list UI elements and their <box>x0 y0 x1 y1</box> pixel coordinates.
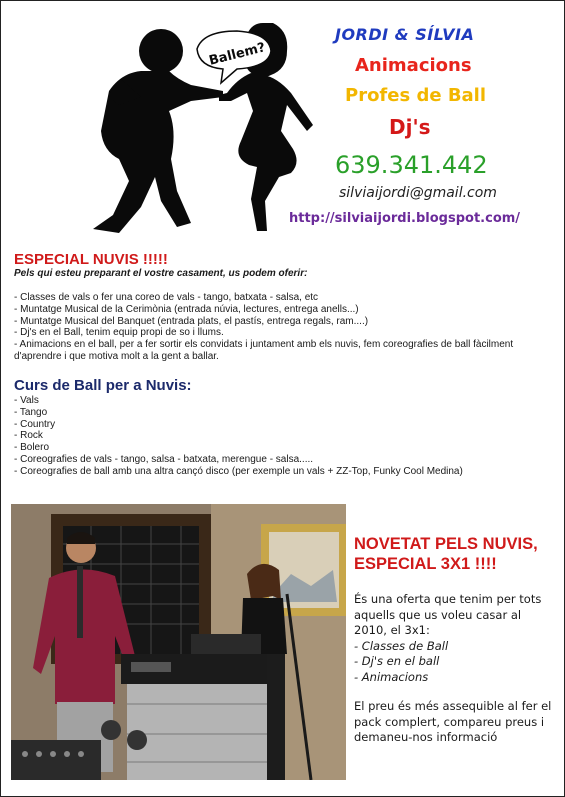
especial-nuvis-section <box>14 251 554 363</box>
promo-section <box>354 534 554 746</box>
list-item: - Muntatge Musical del Banquet (entrada plats, el pastís, entrega regals, ram....) <box>14 315 369 327</box>
promo-list <box>354 639 554 686</box>
list-item: - Animacions en el ball, per a fer sortir els convidats i juntament amb els nuvis, fem coreografies de ball fàcilment d'aprendre i que motiva molt a la gent a ballar. <box>14 339 514 362</box>
curs-list <box>14 395 554 478</box>
list-item: - Country <box>14 418 56 430</box>
brand-names: JORDI & SÍLVIA <box>335 25 475 44</box>
brand-profes: Profes de Ball <box>345 85 487 106</box>
list-item: - Bolero <box>14 442 50 454</box>
especial-list <box>14 292 554 363</box>
promo-title-line2: ESPECIAL 3X1 !!!! <box>354 555 497 573</box>
dancing-couple-silhouette <box>1 1 331 241</box>
curs-title: Curs de Ball per a Nuvis: <box>14 377 192 394</box>
brand-animacions: Animacions <box>355 55 472 76</box>
promo-title <box>354 534 554 574</box>
especial-title: ESPECIAL NUVIS !!!!! <box>14 251 168 268</box>
list-item: - Animacions <box>354 669 429 684</box>
especial-subtitle: Pels qui esteu preparant el vostre casament, us podem oferir: <box>14 268 308 279</box>
phone-number: 639.341.442 <box>335 151 488 179</box>
djs-photo <box>11 504 346 780</box>
list-item: - Dj's en el ball <box>354 654 440 668</box>
list-item: - Vals <box>14 395 39 406</box>
list-item: - Rock <box>14 430 43 442</box>
list-item: - Coreografies de ball amb una altra cançó disco (per exemple un vals + ZZ-Top, Funky Cool Medina) <box>14 465 463 477</box>
list-item: - Classes de vals o fer una coreo de vals - tango, batxata - salsa, etc <box>14 292 319 303</box>
promo-closing: El preu és més assequible al fer el pack complert, compareu preus i demaneu-nos informació <box>354 699 552 744</box>
header <box>1 1 564 241</box>
list-item: - Classes de Ball <box>354 638 449 653</box>
list-item: - Dj's en el Ball, tenim equip propi de so i llums. <box>14 327 224 339</box>
curs-section <box>14 377 554 478</box>
list-item: - Muntatge Musical de la Cerimònia (entrada núvia, lectures, entrega anells...) <box>14 303 359 315</box>
brand-djs: Dj's <box>389 115 431 139</box>
email-address[interactable]: silviaijordi@gmail.com <box>339 185 497 201</box>
promo-intro: És una oferta que tenim per tots aquells que us voleu casar al 2010, el 3x1: <box>354 592 542 637</box>
bubble-text: Ballem? <box>207 40 267 69</box>
list-item: - Tango <box>14 406 48 418</box>
list-item: - Coreografies de vals - tango, salsa - batxata, merengue - salsa..... <box>14 453 314 465</box>
website-link[interactable]: http://silviaijordi.blogspot.com/ <box>289 211 521 226</box>
promo-title-line1: NOVETAT PELS NUVIS, <box>354 535 538 553</box>
